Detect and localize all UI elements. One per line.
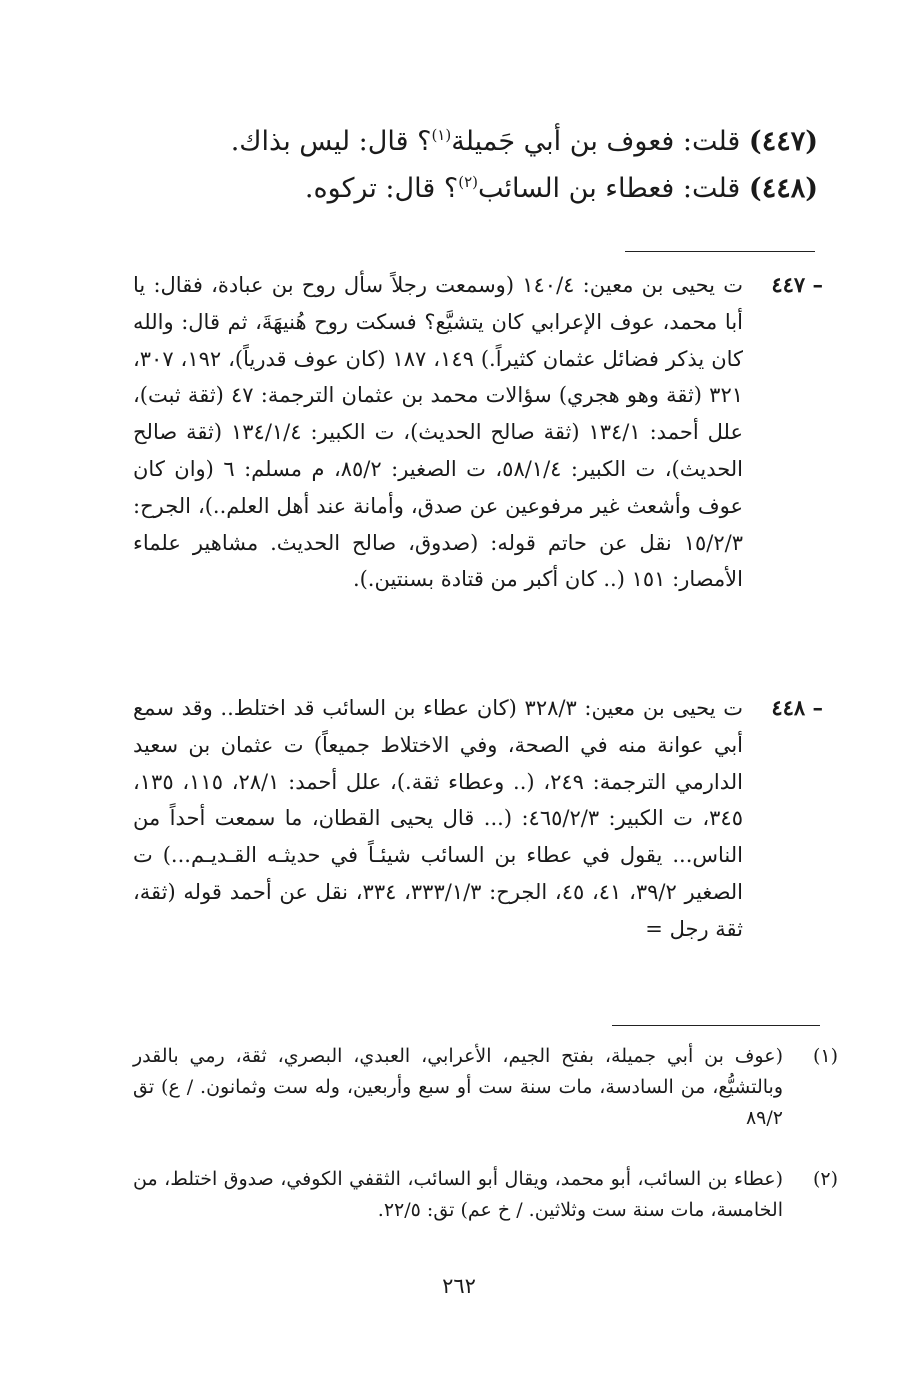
- note-label-448: ٤٤٨ –: [771, 695, 823, 720]
- footnote-text-2: (عطاء بن السائب، أبو محمد، ويقال أبو السائب، الثقفي الكوفي، صدوق اختلط، من الخامسة، مات سنة ست وثلاثين. / خ عم) تق: ٢٢/٥.: [133, 1168, 783, 1221]
- note-label-447: ٤٤٧ –: [771, 272, 823, 297]
- footnote-marker[interactable]: (١): [431, 126, 452, 144]
- question-text: قلت: فعطاء بن السائب: [477, 173, 741, 204]
- footnote-text-1: (عوف بن أبي جميلة، بفتح الجيم، الأعرابي، العبدي، البصري، ثقة، رمي بالقدر وبالتشيُّع، من السادسة، مات سنة ست أو سبع وأربعين، وله ست وثمانون. / ع) تق ٨٩/٢: [133, 1045, 783, 1129]
- page-number: ٢٦٢: [442, 1274, 476, 1298]
- question-448: [118, 167, 818, 211]
- note-text-448: ت يحيى بن معين: ٣٢٨/٣ (كان عطاء بن السائب قد اختلط.. وقد سمع أبي عوانة منه في الصحة، وفي الاختلاط جميعاً) ت عثمان بن سعيد الدارمي الترجمة: ٢٤٩، (.. وعطاء ثقة.)، علل أحمد: ٢٨/١، ١١٥، ١٣٥، ٣٤٥، ت الكبير: ٤٦٥/٢/٣: (... قال يحيى القطان، ما سمعت أحداً من الناس... يقول في عطاء بن السائب شيئـاً في حديثـه القـديـم...) ت الصغير ٣٩/٢، ٤١، ٤٥، الجرح: ٣٣٣/١/٣، ٣٣٤، نقل عن أحمد قوله (ثقة، ثقة رجل =: [133, 696, 744, 941]
- footnote-marker[interactable]: (٢): [458, 173, 478, 191]
- answer-text: ؟ قال: ليس بذاك.: [230, 126, 432, 157]
- question-number: (٤٤٧): [748, 126, 818, 157]
- question-text: قلت: فعوف بن أبي جَميلة: [451, 126, 741, 157]
- notes-separator: [625, 251, 815, 252]
- note-text-447: ت يحيى بن معين: ١٤٠/٤ (وسمعت رجلاً سأل روح بن عبادة، فقال: يا أبا محمد، عوف الإعرابي كان يتشيَّع؟ فسكت روح هُنيهَةَ، ثم قال: والله كان يذكر فضائل عثمان كثيراً.) ١٤٩، ١٨٧ (كان عوف قدرياً)، ١٩٢، ٣٠٧، ٣٢١ (ثقة وهو هجري) سؤالات محمد بن عثمان الترجمة: ٤٧ (ثقة ثبت)، علل أحمد: ١٣٤/١ (ثقة صالح الحديث)، ت الكبير: ١٣٤/١/٤ (ثقة صالح الحديث)، ت الكبير: ٥٨/١/٤، ت الصغير: ٨٥/٢، م مسلم: ٦ (وان كان عوف وأشعث غير مرفوعين عن صدق، وأمانة عند أهل العلم..)، الجرح: ١٥/٢/٣ نقل عن حاتم قوله: (صدوق، صالح الحديث. مشاهير علماء الأمصار: ١٥١ (.. كان أكبر من قتادة بسنتين.).: [133, 273, 744, 592]
- question-447: [118, 120, 818, 164]
- footnote-label-1: (١): [812, 1045, 838, 1067]
- footnote-label-2: (٢): [812, 1168, 838, 1190]
- footnotes-separator: [612, 1025, 820, 1026]
- answer-text: ؟ قال: تركوه.: [304, 173, 459, 204]
- question-number: (٤٤٨): [748, 173, 818, 204]
